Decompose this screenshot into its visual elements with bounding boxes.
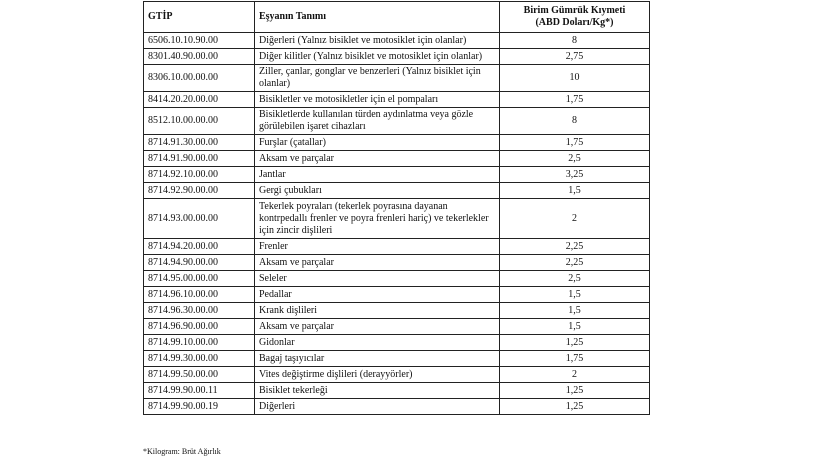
- cell-gtip-code: 8512.10.00.00.00: [144, 108, 255, 135]
- table-row: [144, 167, 650, 183]
- table-row: [144, 239, 650, 255]
- cell-description: Frenler: [255, 239, 500, 255]
- cell-unit-value: 1,25: [500, 383, 650, 399]
- table-row: [144, 199, 650, 239]
- cell-description: Furşlar (çatallar): [255, 135, 500, 151]
- cell-gtip-code: 8714.95.00.00.00: [144, 271, 255, 287]
- cell-gtip-code: 8714.94.90.00.00: [144, 255, 255, 271]
- cell-gtip-code: 8714.96.30.00.00: [144, 303, 255, 319]
- cell-gtip-code: 6506.10.10.90.00: [144, 33, 255, 49]
- table-row: [144, 255, 650, 271]
- cell-gtip-code: 8714.99.50.00.00: [144, 367, 255, 383]
- cell-gtip-code: 8714.92.90.00.00: [144, 183, 255, 199]
- cell-gtip-code: 8714.96.10.00.00: [144, 287, 255, 303]
- table-row: [144, 33, 650, 49]
- cell-description: Seleler: [255, 271, 500, 287]
- cell-description: Aksam ve parçalar: [255, 151, 500, 167]
- cell-gtip-code: 8714.91.30.00.00: [144, 135, 255, 151]
- cell-unit-value: 1,25: [500, 399, 650, 415]
- table-row: [144, 351, 650, 367]
- cell-description: Tekerlek poyraları (tekerlek poyrasına dayanan kontrpedallı frenler ve poyra frenleri hariç) ve tekerlekler için zincir dişlileri: [255, 199, 500, 239]
- cell-unit-value: 2,5: [500, 271, 650, 287]
- cell-unit-value: 2,75: [500, 49, 650, 65]
- cell-description: Bisikletler ve motosikletler için el pompaları: [255, 92, 500, 108]
- table-row: [144, 367, 650, 383]
- cell-gtip-code: 8714.99.90.00.19: [144, 399, 255, 415]
- cell-description: Diğerleri (Yalnız bisiklet ve motosiklet için olanlar): [255, 33, 500, 49]
- cell-description: Aksam ve parçalar: [255, 319, 500, 335]
- cell-description: Bagaj taşıyıcılar: [255, 351, 500, 367]
- table-row: [144, 65, 650, 92]
- table-row: [144, 287, 650, 303]
- cell-description: Krank dişlileri: [255, 303, 500, 319]
- cell-unit-value: 8: [500, 33, 650, 49]
- footnote: *Kilogram: Brüt Ağırlık: [143, 447, 221, 456]
- cell-description: Jantlar: [255, 167, 500, 183]
- cell-gtip-code: 8301.40.90.00.00: [144, 49, 255, 65]
- cell-unit-value: 1,75: [500, 92, 650, 108]
- cell-gtip-code: 8306.10.00.00.00: [144, 65, 255, 92]
- cell-description: Diğer kilitler (Yalnız bisiklet ve motosiklet için olanlar): [255, 49, 500, 65]
- cell-gtip-code: 8714.99.30.00.00: [144, 351, 255, 367]
- cell-gtip-code: 8714.99.90.00.11: [144, 383, 255, 399]
- cell-unit-value: 2,5: [500, 151, 650, 167]
- cell-gtip-code: 8714.96.90.00.00: [144, 319, 255, 335]
- cell-unit-value: 1,75: [500, 351, 650, 367]
- cell-unit-value: 1,5: [500, 319, 650, 335]
- cell-description: Bisiklet tekerleği: [255, 383, 500, 399]
- customs-value-table-container: [143, 1, 649, 415]
- cell-description: Pedallar: [255, 287, 500, 303]
- cell-unit-value: 2: [500, 367, 650, 383]
- cell-unit-value: 10: [500, 65, 650, 92]
- cell-unit-value: 1,25: [500, 335, 650, 351]
- table-row: [144, 399, 650, 415]
- cell-unit-value: 1,5: [500, 303, 650, 319]
- table-row: [144, 383, 650, 399]
- header-unit-value: [500, 2, 650, 33]
- cell-gtip-code: 8714.99.10.00.00: [144, 335, 255, 351]
- cell-description: Ziller, çanlar, gonglar ve benzerleri (Yalnız bisiklet için olanlar): [255, 65, 500, 92]
- cell-unit-value: 1,75: [500, 135, 650, 151]
- cell-unit-value: 8: [500, 108, 650, 135]
- cell-gtip-code: 8714.94.20.00.00: [144, 239, 255, 255]
- table-row: [144, 271, 650, 287]
- cell-gtip-code: 8714.92.10.00.00: [144, 167, 255, 183]
- cell-unit-value: 1,5: [500, 183, 650, 199]
- cell-description: Bisikletlerde kullanılan türden aydınlatma veya gözle görülebilen işaret cihazları: [255, 108, 500, 135]
- cell-description: Gidonlar: [255, 335, 500, 351]
- cell-unit-value: 2,25: [500, 239, 650, 255]
- table-row: [144, 135, 650, 151]
- cell-gtip-code: 8714.91.90.00.00: [144, 151, 255, 167]
- table-row: [144, 319, 650, 335]
- header-gtip: GTİP: [144, 2, 255, 33]
- header-description: Eşyanın Tanımı: [255, 2, 500, 33]
- table-row: [144, 303, 650, 319]
- cell-unit-value: 1,5: [500, 287, 650, 303]
- cell-description: Aksam ve parçalar: [255, 255, 500, 271]
- table-row: [144, 108, 650, 135]
- cell-unit-value: 2: [500, 199, 650, 239]
- header-unit-value-line1: Birim Gümrük Kıymeti: [523, 5, 626, 16]
- cell-description: Vites değiştirme dişlileri (derayyörler): [255, 367, 500, 383]
- customs-value-table: [143, 1, 650, 415]
- cell-gtip-code: 8414.20.20.00.00: [144, 92, 255, 108]
- table-header-row: [144, 2, 650, 33]
- table-row: [144, 92, 650, 108]
- cell-unit-value: 3,25: [500, 167, 650, 183]
- cell-unit-value: 2,25: [500, 255, 650, 271]
- table-row: [144, 49, 650, 65]
- cell-description: Diğerleri: [255, 399, 500, 415]
- table-row: [144, 335, 650, 351]
- cell-description: Gergi çubukları: [255, 183, 500, 199]
- table-row: [144, 151, 650, 167]
- header-unit-value-line2: (ABD Doları/Kg*): [535, 17, 614, 28]
- cell-gtip-code: 8714.93.00.00.00: [144, 199, 255, 239]
- table-row: [144, 183, 650, 199]
